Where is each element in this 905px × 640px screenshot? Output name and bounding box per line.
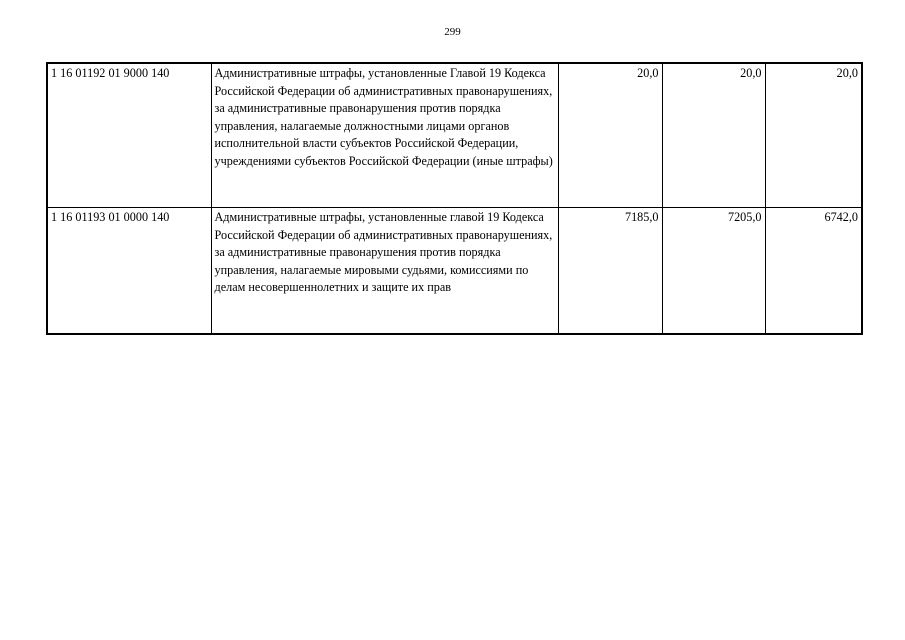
value-cell: 20,0 [662,63,765,208]
page-number: 299 [444,26,461,38]
budget-code-cell: 1 16 01192 01 9000 140 [47,63,211,208]
description-cell: Административные штрафы, установленные главой 19 Кодекса Российской Федерации об административных правонарушениях, за административные правонарушения против порядка управления, налагаемые мировыми судьями, комиссиями по делам несовершеннолетних и защите их прав [211,208,558,335]
budget-code-cell: 1 16 01193 01 0000 140 [47,208,211,335]
value-cell: 20,0 [558,63,662,208]
value-cell: 7185,0 [558,208,662,335]
value-cell: 7205,0 [662,208,765,335]
value-cell: 6742,0 [765,208,862,335]
description-cell: Административные штрафы, установленные Главой 19 Кодекса Российской Федерации об административных правонарушениях, за административные правонарушения против порядка управления, налагаемые должностными лицами органов исполнительной власти субъектов Российской Федерации, учреждениями субъектов Российской Федерации (иные штрафы) [211,63,558,208]
table-row [47,63,862,208]
value-cell: 20,0 [765,63,862,208]
budget-table [46,62,863,335]
table-row [47,208,862,335]
